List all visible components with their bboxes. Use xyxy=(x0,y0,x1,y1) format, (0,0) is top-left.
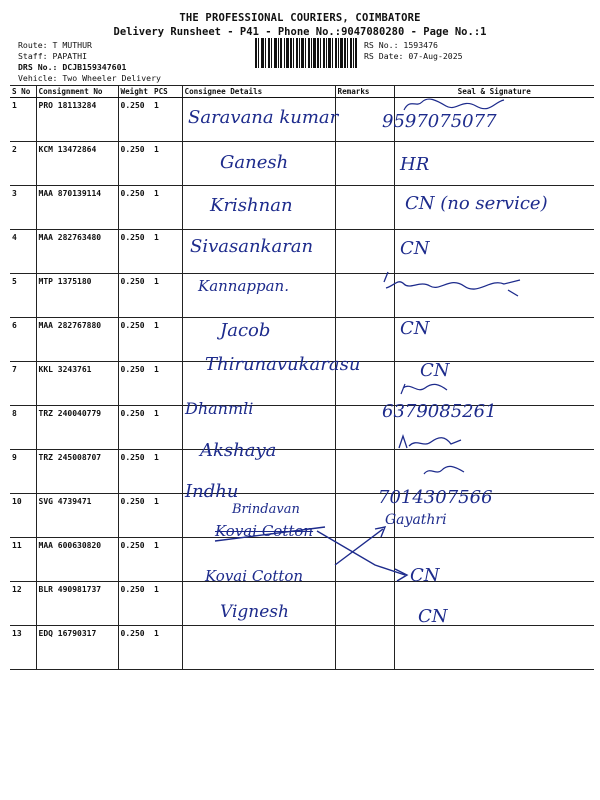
cell-pcs: 1 xyxy=(152,582,182,626)
cell-pcs: 1 xyxy=(152,230,182,274)
table-row xyxy=(10,626,594,670)
cell-weight: 0.250 xyxy=(118,362,152,406)
handwritten-seal: CN (no service) xyxy=(405,192,548,214)
header-weight: Weight xyxy=(118,86,152,98)
handwritten-seal: CN xyxy=(400,317,430,339)
handwritten-consignee-note: Brindavan xyxy=(232,502,300,517)
meta-right xyxy=(364,40,463,62)
cell-sno: 12 xyxy=(10,582,36,626)
header-sno: S No xyxy=(10,86,36,98)
handwritten-consignee: Kannappan. xyxy=(198,276,289,295)
handwritten-seal: CN xyxy=(420,360,450,382)
rs-date-text: RS Date: 07-Aug-2025 xyxy=(364,51,463,61)
cell-sno: 4 xyxy=(10,230,36,274)
cell-consignment: MAA 600630820 xyxy=(36,538,118,582)
cell-consignment: PRO 18113284 xyxy=(36,98,118,142)
meta-left xyxy=(18,40,161,84)
handwritten-consignee: Thirunavukarasu xyxy=(205,354,361,376)
handwritten-consignee: Akshaya xyxy=(200,440,277,462)
table-row xyxy=(10,582,594,626)
cell-sno: 11 xyxy=(10,538,36,582)
cell-consignee xyxy=(182,626,335,670)
cell-sno: 13 xyxy=(10,626,36,670)
table-row xyxy=(10,142,594,186)
cell-pcs: 1 xyxy=(152,274,182,318)
cell-weight: 0.250 xyxy=(118,538,152,582)
handwritten-consignee: Saravana kumar xyxy=(188,107,339,128)
cell-weight: 0.250 xyxy=(118,98,152,142)
handwritten-seal: 9597075077 xyxy=(382,111,497,132)
cell-remarks xyxy=(335,626,394,670)
cell-remarks xyxy=(335,142,394,186)
cell-weight: 0.250 xyxy=(118,450,152,494)
cell-weight: 0.250 xyxy=(118,230,152,274)
header-pcs: PCS xyxy=(152,86,182,98)
handwritten-consignee: Ganesh xyxy=(220,151,289,173)
cell-pcs: 1 xyxy=(152,318,182,362)
cell-sno: 7 xyxy=(10,362,36,406)
handwritten-consignee: Indhu xyxy=(185,481,239,503)
drs-text: DRS No.: DCJB159347601 xyxy=(18,62,127,72)
handwritten-consignee: Vignesh xyxy=(220,601,289,622)
table-header-row xyxy=(10,86,594,98)
cell-pcs: 1 xyxy=(152,406,182,450)
staff-text: Staff: PAPATHI xyxy=(18,51,88,61)
handwritten-seal: 7014307566 xyxy=(378,487,493,509)
table-row xyxy=(10,450,594,494)
cell-pcs: 1 xyxy=(152,98,182,142)
cell-sno: 2 xyxy=(10,142,36,186)
cell-pcs: 1 xyxy=(152,538,182,582)
cell-weight: 0.250 xyxy=(118,494,152,538)
cell-consignment: EDQ 16790317 xyxy=(36,626,118,670)
cell-weight: 0.250 xyxy=(118,406,152,450)
handwritten-seal: HR xyxy=(400,153,430,175)
handwritten-seal: 6379085261 xyxy=(382,401,497,423)
cell-sno: 6 xyxy=(10,318,36,362)
handwritten-seal: CN xyxy=(400,237,430,259)
cell-consignment: KCM 13472864 xyxy=(36,142,118,186)
cell-consignment: MTP 1375180 xyxy=(36,274,118,318)
table-row xyxy=(10,274,594,318)
cell-consignment: SVG 4739471 xyxy=(36,494,118,538)
cell-pcs: 1 xyxy=(152,626,182,670)
cell-sno: 5 xyxy=(10,274,36,318)
cell-weight: 0.250 xyxy=(118,318,152,362)
cell-pcs: 1 xyxy=(152,494,182,538)
handwritten-seal: CN xyxy=(410,564,440,586)
cell-remarks xyxy=(335,186,394,230)
cell-seal xyxy=(394,274,594,318)
cell-consignment: MAA 282763480 xyxy=(36,230,118,274)
header-seal: Seal & Signature xyxy=(394,86,594,98)
cell-remarks xyxy=(335,582,394,626)
cell-seal xyxy=(394,626,594,670)
cell-consignment: TRZ 240040779 xyxy=(36,406,118,450)
vehicle-text: Vehicle: Two Wheeler Delivery xyxy=(18,73,161,83)
handwritten-consignee: Sivasankaran xyxy=(190,235,314,257)
cell-consignment: BLR 490981737 xyxy=(36,582,118,626)
cell-weight: 0.250 xyxy=(118,274,152,318)
handwritten-consignee: Krishnan xyxy=(210,194,293,216)
cell-sno: 10 xyxy=(10,494,36,538)
handwritten-consignee: Dhanmli xyxy=(185,399,254,419)
rs-no-text: RS No.: 1593476 xyxy=(364,40,438,50)
cell-remarks xyxy=(335,230,394,274)
handwritten-seal: CN xyxy=(418,605,448,627)
handwritten-consignee: Kovai Cotton xyxy=(215,522,314,540)
cell-sno: 8 xyxy=(10,406,36,450)
cell-remarks xyxy=(335,538,394,582)
cell-weight: 0.250 xyxy=(118,626,152,670)
handwritten-consignee: Kovai Cotton xyxy=(205,566,304,585)
route-text: Route: T MUTHUR xyxy=(18,40,92,50)
cell-weight: 0.250 xyxy=(118,186,152,230)
handwritten-consignee: Jacob xyxy=(220,319,271,341)
handwritten-seal: Gayathri xyxy=(385,512,447,528)
barcode-image xyxy=(255,38,357,68)
table-row xyxy=(10,406,594,450)
cell-pcs: 1 xyxy=(152,186,182,230)
header-remarks: Remarks xyxy=(335,86,394,98)
cell-consignment: MAA 870139114 xyxy=(36,186,118,230)
header-consignee: Consignee Details xyxy=(182,86,335,98)
cell-pcs: 1 xyxy=(152,142,182,186)
cell-sno: 1 xyxy=(10,98,36,142)
cell-consignment: TRZ 245008707 xyxy=(36,450,118,494)
cell-pcs: 1 xyxy=(152,362,182,406)
runsheet-title: Delivery Runsheet - P41 - Phone No.:9047080280 - Page No.:1 xyxy=(113,26,487,38)
header-consignment: Consignment No xyxy=(36,86,118,98)
cell-remarks xyxy=(335,274,394,318)
cell-weight: 0.250 xyxy=(118,582,152,626)
cell-sno: 9 xyxy=(10,450,36,494)
cell-sno: 3 xyxy=(10,186,36,230)
company-title: THE PROFESSIONAL COURIERS, COIMBATORE xyxy=(179,12,421,24)
cell-pcs: 1 xyxy=(152,450,182,494)
cell-consignment: KKL 3243761 xyxy=(36,362,118,406)
cell-weight: 0.250 xyxy=(118,142,152,186)
cell-consignment: MAA 282767880 xyxy=(36,318,118,362)
